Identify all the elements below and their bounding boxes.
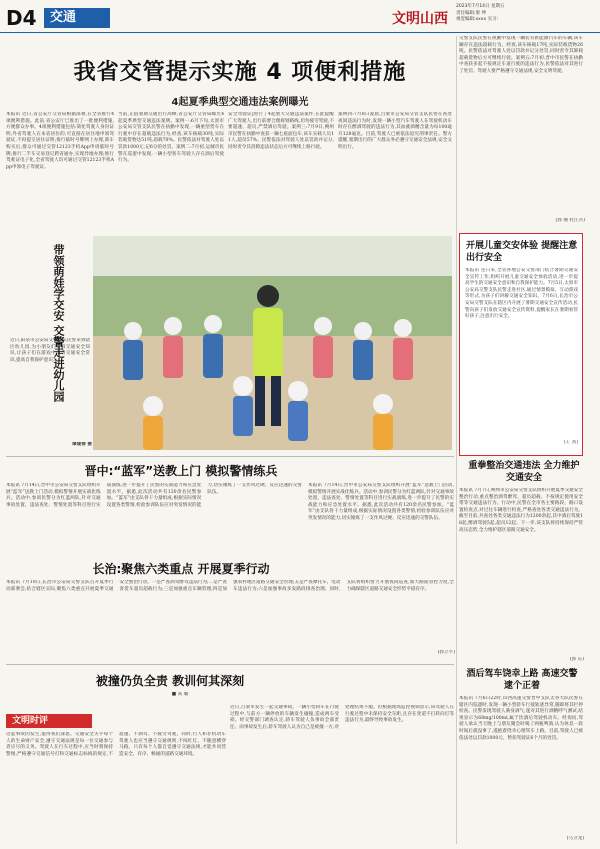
rectify-body: 本报讯 7月7日,朔州市公安局交警支队组织开展夏季交通安全整治行动,重点整治酒驾醉驾、超员超载、不按规定使用安全带等交通违法行为。行动中,民警在全市各主要路段、路口设置检查点,对过往车辆进行检查,严格查处各类交通违法行为。截至目前,共查处各类交通违法行为1200余起,其中酒后驾驶18起,醉酒驾驶5起,超员12起。下一步,该支队将持续保持严管高压态势,全力维护辖区道路交通安全。 xyxy=(459,488,583,533)
lead-col-4: 案例四:7月8日凌晨,吕梁市公安局交管支队民警在查处夜间违法行为时,发现一辆小型汽车驾驶人在驾驶机动车时存在醉酒驾驶的违法行为,其血液酒精含量为每100毫升128毫克。目前,驾驶人已被依法追究刑事责任。警方提醒,暑期出行的广大群众务必遵守交通安全法规,安全文明出行。 xyxy=(338,112,452,150)
newspaper-logo: 文明山西 xyxy=(392,11,448,27)
issue-date: 2023年7月14日 星期五 xyxy=(456,4,505,9)
children-title: 开展儿童交安体验 提醒注意出行安全 xyxy=(466,241,578,263)
right-top-credit: (郭 丽 杜江兵) xyxy=(555,218,585,223)
accident-body: 近日,吕梁市发生一起交通事故。一辆小型轿车在行驶过程中,与前方一辆停放的车辆发生碰撞,造成两车受损。经交警部门调查认定,轿车驾驶人负事故全部责任。而事故发生后,轿车驾驶人认为自己是被撞一方,对处理结果不服。但根据现场监控视频显示,该驾驶人在行驶过程中未保持安全车距,且存在变道不打转向灯等违法行为,最终导致事故发生。 xyxy=(230,705,454,730)
lead-col-1: 本报讯 近日,省公安厅交管局根据部署,在全省推行4项便利措施。此前,省公安厅已推出了一批便利措施,方便群众办事。4项便利措施包括:简化驾驶人身份证明,外省驾驶人在本省居住的,可直接在居住地申领驾驶证,不再提交居住证明;推行临时号牌网上办理,新车购买后,群众可通过交管12123手机App申请临时号牌;推行二手车交易登记跨省通办,实现异地办理;推行驾驶证电子化,全省驾驶人均可通过交管12123手机App申领电子驾驶证。 xyxy=(6,112,114,170)
kindergarten-photo xyxy=(93,236,452,450)
lead-subhead: 4起夏季典型交通违法案例曝光 xyxy=(171,97,309,108)
rectify-title: 重拳整治交通违法 全力维护交通安全 xyxy=(468,461,580,483)
drunk-body: 本报讯 7月6日22时,山西高速交警晋中支队太谷大队民警在辖区内巡逻时,发现一辆小型轿车行驶轨迹异常,随即将其拦停检查。民警发现驾驶人满身酒气,遂对其进行酒精呼气测试,结果显示为68mg/100ml,属于饮酒后驾驶机动车。经询问,驾驶人承认当天晚上与朋友聚会时喝了两瓶啤酒,认为休息一段时间后就没事了,遂抱着侥幸心理驾车上路。目前,驾驶人已被依法处以罚款1000元、暂扣驾驶证6个月的处罚。 xyxy=(459,696,583,741)
divider-accident xyxy=(6,664,454,665)
photo-caption: 近日,阳泉市公安局交警支队民警来到辖区幼儿园,为小朋友们讲解交通安全知识,让孩子们在游戏中学习交通安全常识,提高自我保护意识。 xyxy=(10,338,90,363)
accident-author-name: 高 璐 xyxy=(177,692,189,697)
editorial-tag: 文明时评 xyxy=(6,714,92,728)
page-number: D4 xyxy=(6,6,37,30)
issue-meta xyxy=(456,4,504,24)
accident-title: 被撞仍负全责 教训何其深刻 xyxy=(95,674,245,688)
accident-author: ■ 高 璐 xyxy=(171,692,189,697)
lead-col-3: 安全驾驶证]进行了4起重大交通违法案件,在此提醒广大驾驶人,出行前要合理规划路线,切勿疲劳驾驶,不要超速、超员,严禁酒后驾驶。案例三:7月9日,朔州市民警在执勤中查获一辆七座面包车,该车实载人员11人,超员57%。民警依法对驾驶人处以罚款并记分,同时责令其消除违法状态后方可继续上路行驶。 xyxy=(228,112,334,150)
issue-editor: 责任编辑:梁 坤 xyxy=(456,10,486,16)
header-divider xyxy=(0,32,600,33)
changzhi-body: 本报讯 7月10日,长治市公安局交警支队召开夏季行动部署会,结合辖区实际,聚焦六类重点开展夏季交通安全整治行动。一是严查酒驾醉驾违法行为;二是严查客货车超员超载行为;三是加强重点车辆管理;四是加强农村地区道路交通安全管理;五是严查摩托车、电动车违法行为;六是加强事故多发路段排查治理。同时,支队将组织警力开展夜间巡查,加大路面管控力度,全力确保辖区道路交通安全形势平稳有序。 xyxy=(6,580,454,592)
children-body: 本报讯 连日来,全省各地公安交警部门结合暑期交通安全宣传工作,组织开展儿童交通安全体验活动,进一步提高学生的交通安全意识和自我保护能力。7月5日,太原市公安局交警支队民警走进社区,通过情景模拟、互动游戏等形式,为孩子们讲解交通安全知识。7月6日,长治市公安局交警支队在辖区内开展了暑期交通安全宣传活动,民警向孩子们发放交通安全宣传资料,提醒家长在暑期看管好孩子,注意出行安全。 xyxy=(465,268,578,320)
jinzhong-side-text: 本报讯 7月14日,晋中市公安局交警支队组织开展“蓝军”送教上门活动,模拟警情开展实战化练兵。活动中,参训民警分为红蓝两队,针对交通事故处置、违法查处、警情处置等科目进行实战演练,进一步提升了民警的实战能力和应急处置水平。据悉,此次活动共有120余名民警参加。“蓝军”由支队骨干力量组成,根据实际情况设置各类警情,检验参训队伍应对突发情况的能力,切实锤炼了一支作风过硬、反应迅速的交警队伍。 xyxy=(308,483,454,521)
drunk-credit: (马卫龙) xyxy=(566,836,584,841)
column-divider xyxy=(456,36,457,844)
section-label: 交通 xyxy=(44,8,110,28)
drunk-title: 酒后驾车饶幸上路 高速交警逮个正着 xyxy=(466,669,578,691)
issue-visual-editor: 视觉编辑:xxxx 实习: xyxy=(456,17,499,22)
jinzhong-body: 本报讯 7月14日,晋中市公安局交警支队组织开展“蓝军”送教上门活动,模拟警情开展实战化练兵。活动中,参训民警分为红蓝两队,针对交通事故处置、违法查处、警情处置等科目进行实战演练,进一步提升了民警的实战能力和应急处置水平。据悉,此次活动共有120余名民警参加。“蓝军”由支队骨干力量组成,根据实际情况设置各类警情,检验参训队伍应对突发情况的能力,切实锤炼了一支作风过硬、反应迅速的交警队伍。 xyxy=(6,483,302,508)
photo-credit: 谭建春 摄 xyxy=(72,442,92,447)
lead-col-2: 当前,正值暑期交通出行高峰,省公安厅交管局曝光4起夏季典型交通违法案例。案例一:6月下旬,太原市公安局交管支队民警在执勤中发现,一辆重型货车在行驶中存在超载违法行为,经查,该车核载30吨,实际装载货物达51吨,超载70%。民警依法对驾驶人处以罚款1000元,记6分的处罚。案例二:7月初,运城市民警在巡逻中发现,一辆小型客车驾驶人存在酒后驾驶行为。 xyxy=(118,112,224,164)
jinzhong-title: 晋中:“蓝军”送教上门 模拟警情练兵 xyxy=(84,464,278,478)
editorial-body: 这起事故的发生,值得我们深思。交通安全关乎每个人的生命财产安全,遵守交通法规是每一位交通参与者应尽的义务。驾驶人在行车过程中,应当时刻保持警惕,严格遵守交通信号灯和交通标志标线的规定,不超速、不酒驾、不疲劳驾驶。同时,行人和非机动车驾驶人也应当遵守交通规则,不闯红灯、不随意横穿马路。只有每个人都自觉遵守交通法规,才能共同营造安全、有序、畅通的道路交通环境。 xyxy=(6,732,226,757)
photo-illustration xyxy=(93,236,452,450)
changzhi-title: 长治:聚焦六类重点 开展夏季行动 xyxy=(92,562,270,576)
divider-jinzhong xyxy=(6,456,454,457)
children-credit: (王 茜) xyxy=(563,440,578,445)
photo-vertical-title: 带领萌娃学交安 交警走进幼儿园 xyxy=(52,244,65,402)
rectify-credit: (郭 东) xyxy=(569,657,584,662)
lead-headline: 我省交管提示实施 4 项便利措施 xyxy=(73,60,407,85)
changzhi-credit: (郭立平) xyxy=(437,650,455,655)
right-top-text: 交警支队民警在执勤中发现一辆装有新能源汽车的车辆,该车辆存在违法超载行为。经查,该车核载17吨,实际装载货物26吨。民警依法对驾驶人处以罚款并记分处罚,同时责令其卸载超载货物后方可继续行驶。案例五:7月初,晋中市民警在执勤中查获多起不按规定车道行驶的违法行为,民警依法对其进行了处罚。驾驶人要严格遵守交通法规,安全文明驾驶。 xyxy=(459,36,583,74)
